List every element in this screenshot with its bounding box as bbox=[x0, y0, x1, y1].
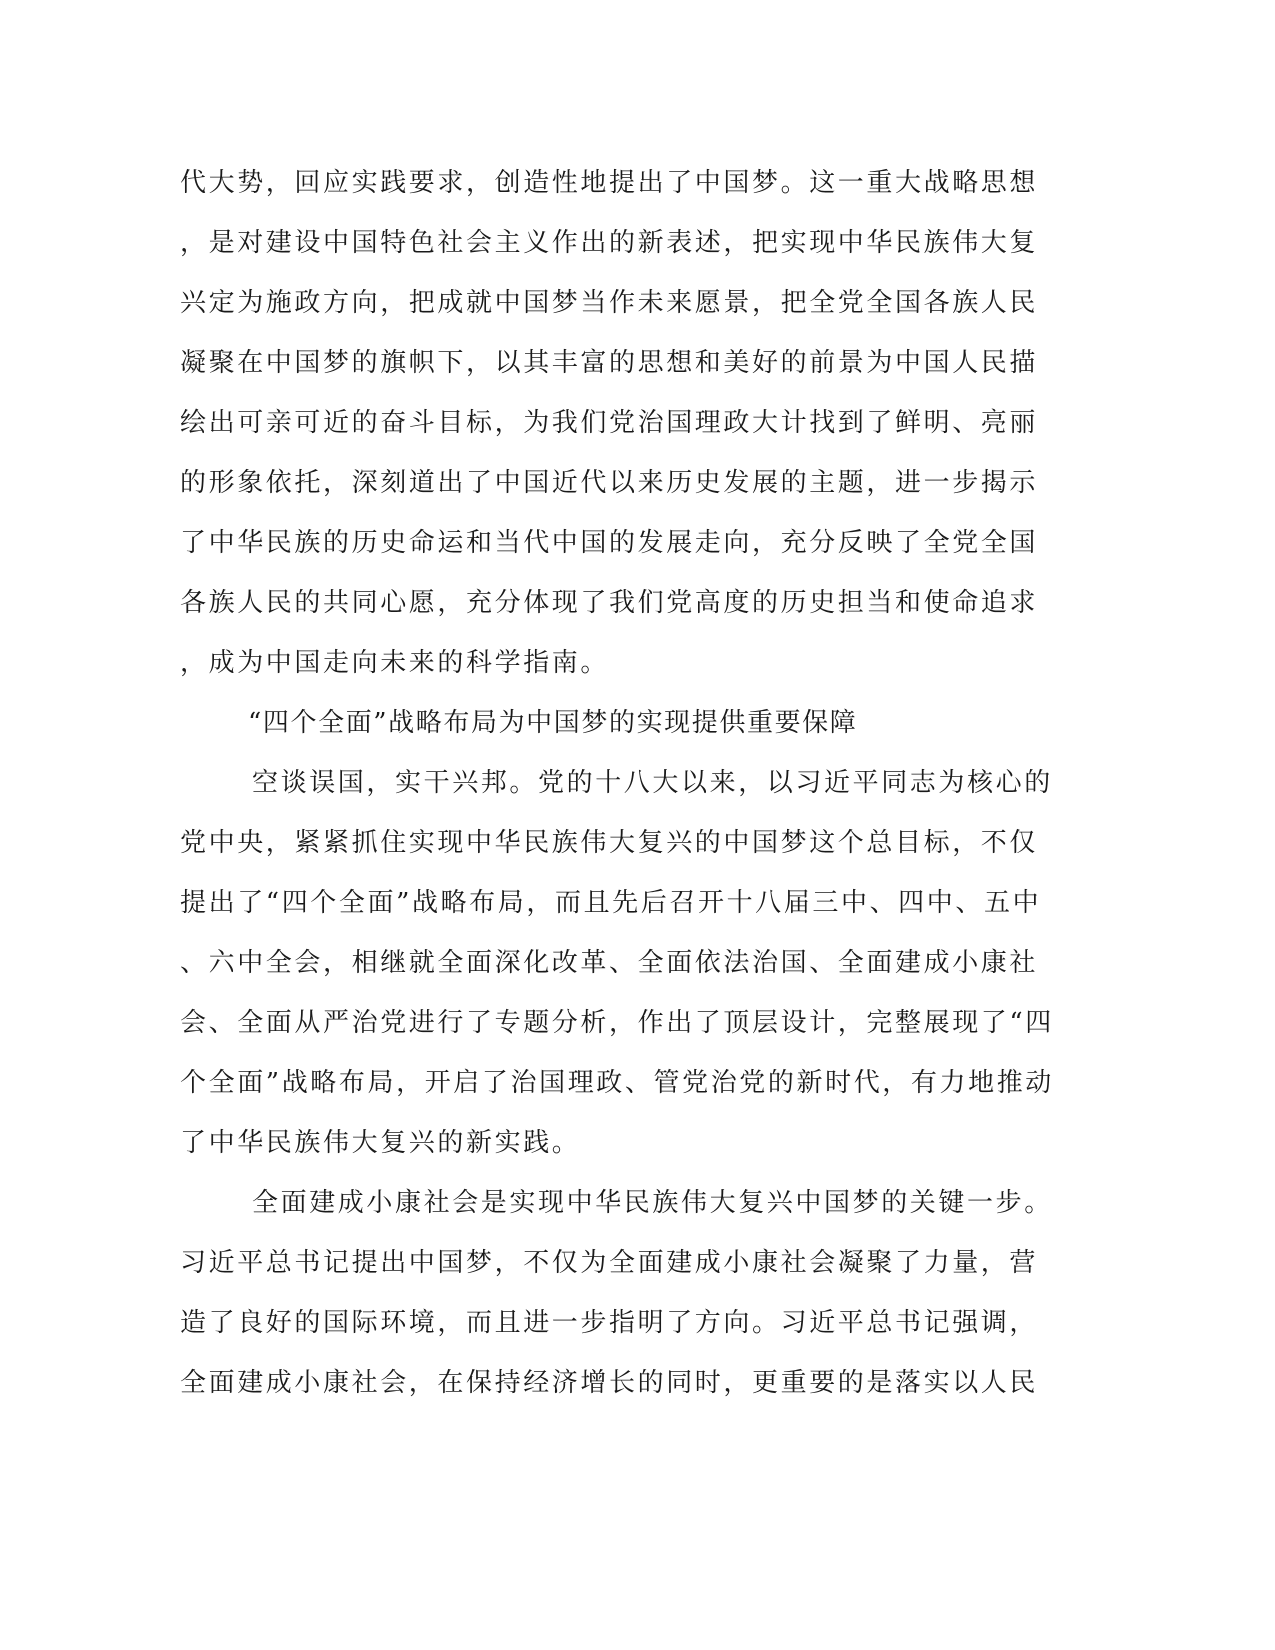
paragraph-line: 全面建成小康社会，在保持经济增长的同时，更重要的是落实以人民 bbox=[180, 1368, 1039, 1398]
section-heading: “四个全面”战略布局为中国梦的实现提供重要保障 bbox=[248, 708, 858, 738]
paragraph-line: 代大势，回应实践要求，创造性地提出了中国梦。这一重大战略思想 bbox=[180, 168, 1039, 198]
paragraph-line: 提出了“四个全面”战略布局，而且先后召开十八届三中、四中、五中 bbox=[180, 888, 1042, 918]
paragraph-line: 习近平总书记提出中国梦，不仅为全面建成小康社会凝聚了力量，营 bbox=[180, 1248, 1039, 1278]
paragraph-line: ，是对建设中国特色社会主义作出的新表述，把实现中华民族伟大复 bbox=[180, 228, 1039, 258]
paragraph-line: 、六中全会，相继就全面深化改革、全面依法治国、全面建成小康社 bbox=[180, 948, 1039, 978]
paragraph-line: 凝聚在中国梦的旗帜下，以其丰富的思想和美好的前景为中国人民描 bbox=[180, 348, 1039, 378]
paragraph-line: 个全面”战略布局，开启了治国理政、管党治党的新时代，有力地推动 bbox=[180, 1068, 1054, 1098]
paragraph-line: 了中华民族的历史命运和当代中国的发展走向，充分反映了全党全国 bbox=[180, 528, 1039, 558]
paragraph-line: 各族人民的共同心愿，充分体现了我们党高度的历史担当和使命追求 bbox=[180, 588, 1039, 618]
paragraph-line: 了中华民族伟大复兴的新实践。 bbox=[180, 1128, 581, 1158]
paragraph-line: 全面建成小康社会是实现中华民族伟大复兴中国梦的关键一步。 bbox=[252, 1188, 1053, 1218]
paragraph-line: 造了良好的国际环境，而且进一步指明了方向。习近平总书记强调， bbox=[180, 1308, 1039, 1338]
paragraph-line: 会、全面从严治党进行了专题分析，作出了顶层设计，完整展现了“四 bbox=[180, 1008, 1054, 1038]
document-body bbox=[180, 153, 1060, 1413]
paragraph-line: 兴定为施政方向，把成就中国梦当作未来愿景，把全党全国各族人民 bbox=[180, 288, 1039, 318]
paragraph-line: ，成为中国走向未来的科学指南。 bbox=[180, 648, 610, 678]
paragraph-line: 的形象依托，深刻道出了中国近代以来历史发展的主题，进一步揭示 bbox=[180, 468, 1039, 498]
paragraph-line: 空谈误国，实干兴邦。党的十八大以来，以习近平同志为核心的 bbox=[252, 768, 1053, 798]
paragraph-line: 绘出可亲可近的奋斗目标，为我们党治国理政大计找到了鲜明、亮丽 bbox=[180, 408, 1039, 438]
paragraph-line: 党中央，紧紧抓住实现中华民族伟大复兴的中国梦这个总目标，不仅 bbox=[180, 828, 1039, 858]
